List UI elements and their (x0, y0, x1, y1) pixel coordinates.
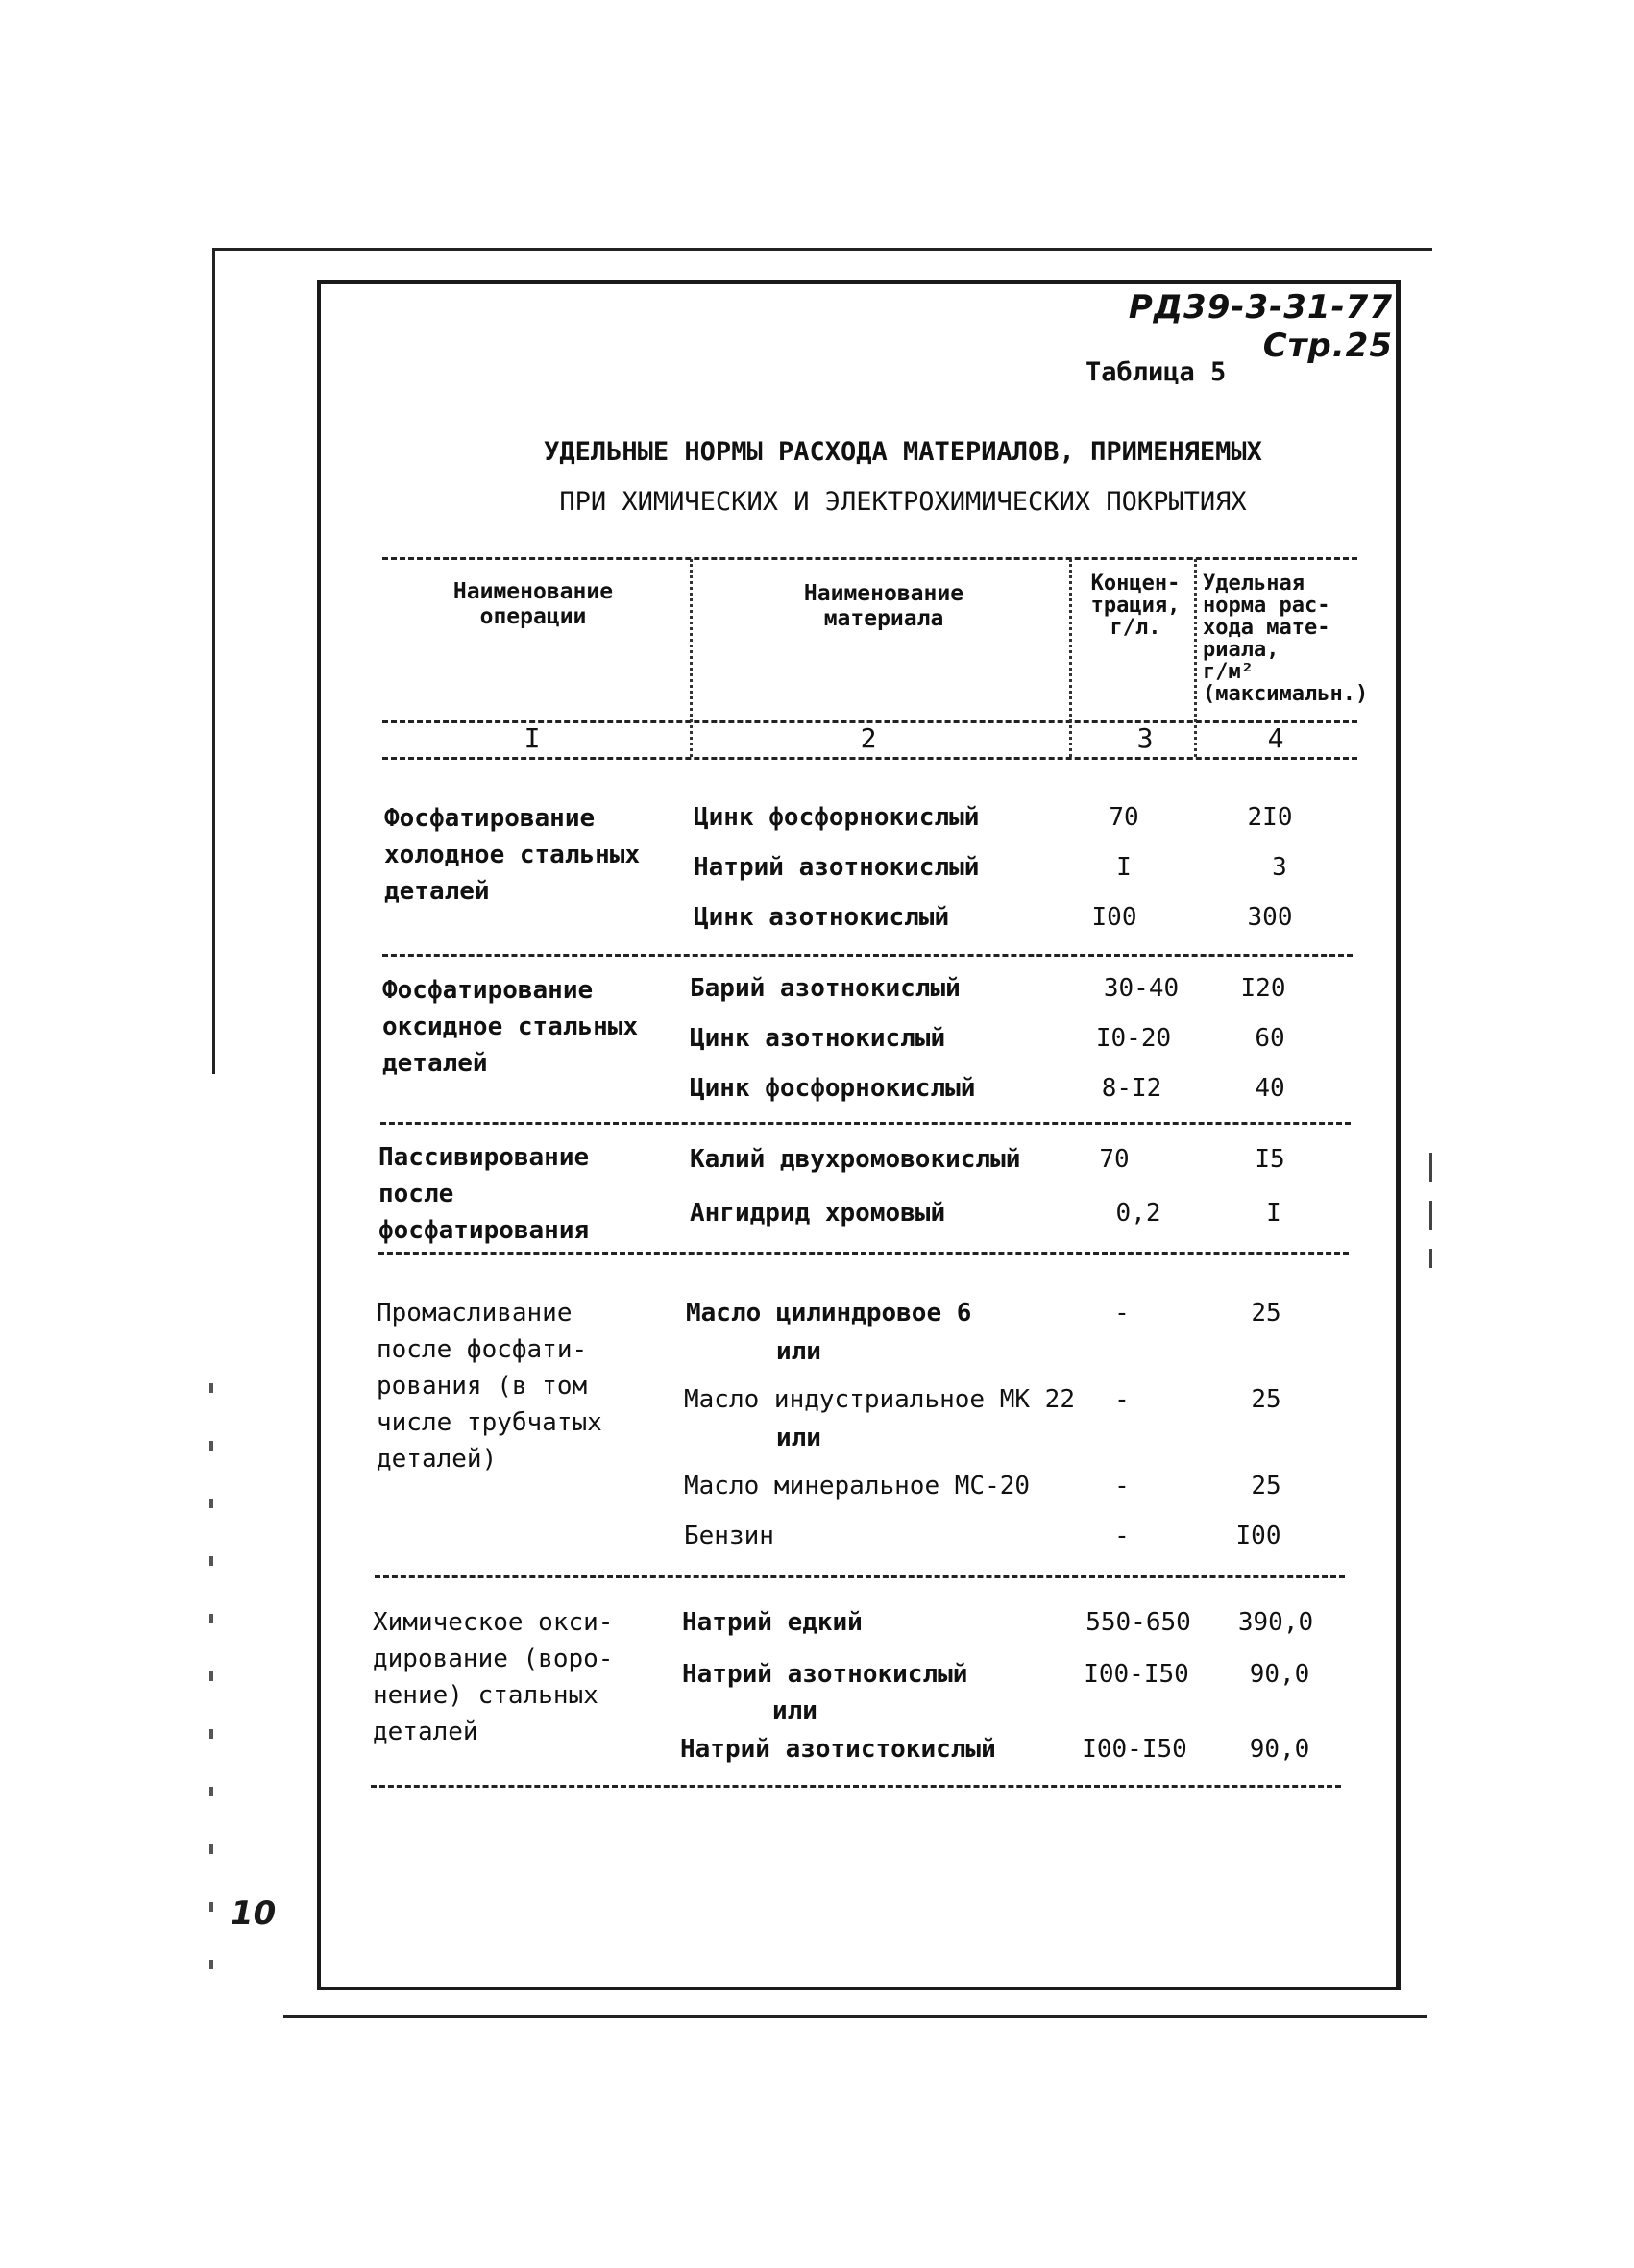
scan-frame-left (212, 248, 215, 1074)
norm-cell: I20 (1240, 974, 1286, 1003)
concentration-cell: 30-40 (1103, 974, 1180, 1003)
operation-cell: Промасливание после фосфати- рования (в том числе трубчатых деталей) (377, 1299, 602, 1474)
norm-cell: 300 (1247, 903, 1293, 932)
header-operation-name: Наименование операции (452, 579, 614, 629)
header-separator-2 (1069, 559, 1072, 757)
material-cell: Бензин (684, 1522, 774, 1550)
operation-cell: Фосфатирование оксидное стальных деталей (382, 976, 639, 1078)
header-specific-norm: Удельная норма рас- хода мате- риала, г/м² (максимальн.) (1203, 572, 1369, 706)
header-material-name: Наименование материала (803, 581, 964, 631)
header-separator-1 (690, 559, 693, 757)
norm-cell: 60 (1255, 1024, 1285, 1053)
operation-cell: Фосфатирование холодное стальных деталей (384, 804, 641, 906)
material-cell: Натрий азотистокислый (680, 1735, 996, 1764)
concentration-cell: 550-650 (1085, 1608, 1191, 1637)
material-cell: Цинк фосфорнокислый (694, 803, 980, 832)
scan-margin-marks (209, 1383, 213, 2017)
norm-cell: 3 (1272, 853, 1287, 882)
material-cell: Барий азотнокислый (690, 974, 961, 1003)
material-cell: Ангидрид хромовый (690, 1199, 946, 1228)
norm-cell: 25 (1251, 1299, 1281, 1328)
header-top-rule (382, 557, 1357, 560)
material-cell: Цинк азотнокислый (690, 1024, 946, 1053)
concentration-cell: I0-20 (1095, 1024, 1172, 1053)
concentration-cell: 0,2 (1115, 1199, 1161, 1228)
table-bottom-rule (371, 1785, 1341, 1788)
operation-cell: Химическое окси- дирование (воро- нение) стальных деталей (373, 1608, 614, 1746)
column-number-2: 2 (860, 722, 877, 754)
material-cell: Цинк фосфорнокислый (690, 1074, 976, 1103)
table-title (423, 427, 1383, 527)
group-rule (375, 1575, 1345, 1578)
norm-cell: 390,0 (1237, 1608, 1314, 1637)
material-cell: Натрий азотнокислый (682, 1660, 968, 1689)
concentration-cell: - (1114, 1385, 1130, 1414)
norm-cell: 25 (1251, 1385, 1281, 1414)
material-cell: Масло цилиндровое 6 (686, 1299, 972, 1328)
or-label: или (776, 1424, 821, 1452)
column-number-1: I (524, 722, 541, 754)
or-label: или (776, 1337, 821, 1366)
concentration-cell: - (1114, 1522, 1130, 1550)
document-code: РД39-3-31-77 Стр.25 (1128, 288, 1393, 365)
material-cell: Масло индустриальное МК 22 (684, 1385, 1075, 1414)
column-number-4: 4 (1267, 722, 1284, 754)
header-concentration: Концен- трация, г/л. (1090, 572, 1181, 640)
concentration-cell: 70 (1099, 1145, 1130, 1174)
column-number-3: 3 (1136, 722, 1154, 754)
norm-cell: 90,0 (1249, 1735, 1310, 1764)
norm-cell: I5 (1255, 1145, 1285, 1174)
scan-margin-marks-right (1429, 1153, 1432, 1268)
group-rule (380, 1122, 1351, 1125)
scan-frame-bottom (283, 2015, 1427, 2018)
or-label: или (772, 1696, 817, 1725)
table-number: Таблица 5 (1085, 357, 1227, 387)
norm-cell: 90,0 (1249, 1660, 1310, 1689)
material-cell: Натрий азотнокислый (694, 853, 980, 882)
norm-cell: I (1266, 1199, 1281, 1228)
column-numbers-rule (382, 757, 1357, 760)
concentration-cell: I00 (1091, 903, 1137, 932)
concentration-cell: I (1116, 853, 1132, 882)
material-cell: Натрий едкий (682, 1608, 863, 1637)
concentration-cell: 8-I2 (1101, 1074, 1162, 1103)
concentration-cell: - (1114, 1472, 1130, 1500)
material-cell: Масло минеральное МС-20 (684, 1472, 1031, 1500)
group-rule (378, 1252, 1349, 1255)
scan-frame-top (212, 248, 1432, 251)
norm-cell: 40 (1255, 1074, 1285, 1103)
title-line-1: УДЕЛЬНЫЕ НОРМЫ РАСХОДА МАТЕРИАЛОВ, ПРИМЕНЯЕМЫХ (544, 437, 1262, 467)
material-cell: Цинк азотнокислый (694, 903, 950, 932)
material-cell: Калий двухромовокислый (690, 1145, 1021, 1174)
concentration-cell: 70 (1109, 803, 1139, 832)
norm-cell: 25 (1251, 1472, 1281, 1500)
concentration-cell: I00-I50 (1084, 1660, 1189, 1689)
operation-cell: Пассивирование после фосфатирования (378, 1143, 590, 1245)
group-rule (382, 954, 1353, 957)
norm-cell: 2I0 (1247, 803, 1293, 832)
norm-cell: I00 (1235, 1522, 1281, 1550)
concentration-cell: - (1114, 1299, 1130, 1328)
concentration-cell: I00-I50 (1082, 1735, 1187, 1764)
title-line-2: ПРИ ХИМИЧЕСКИХ И ЭЛЕКТРОХИМИЧЕСКИХ ПОКРЫТИЯХ (559, 487, 1247, 517)
page-number: 10 (231, 1894, 277, 1933)
